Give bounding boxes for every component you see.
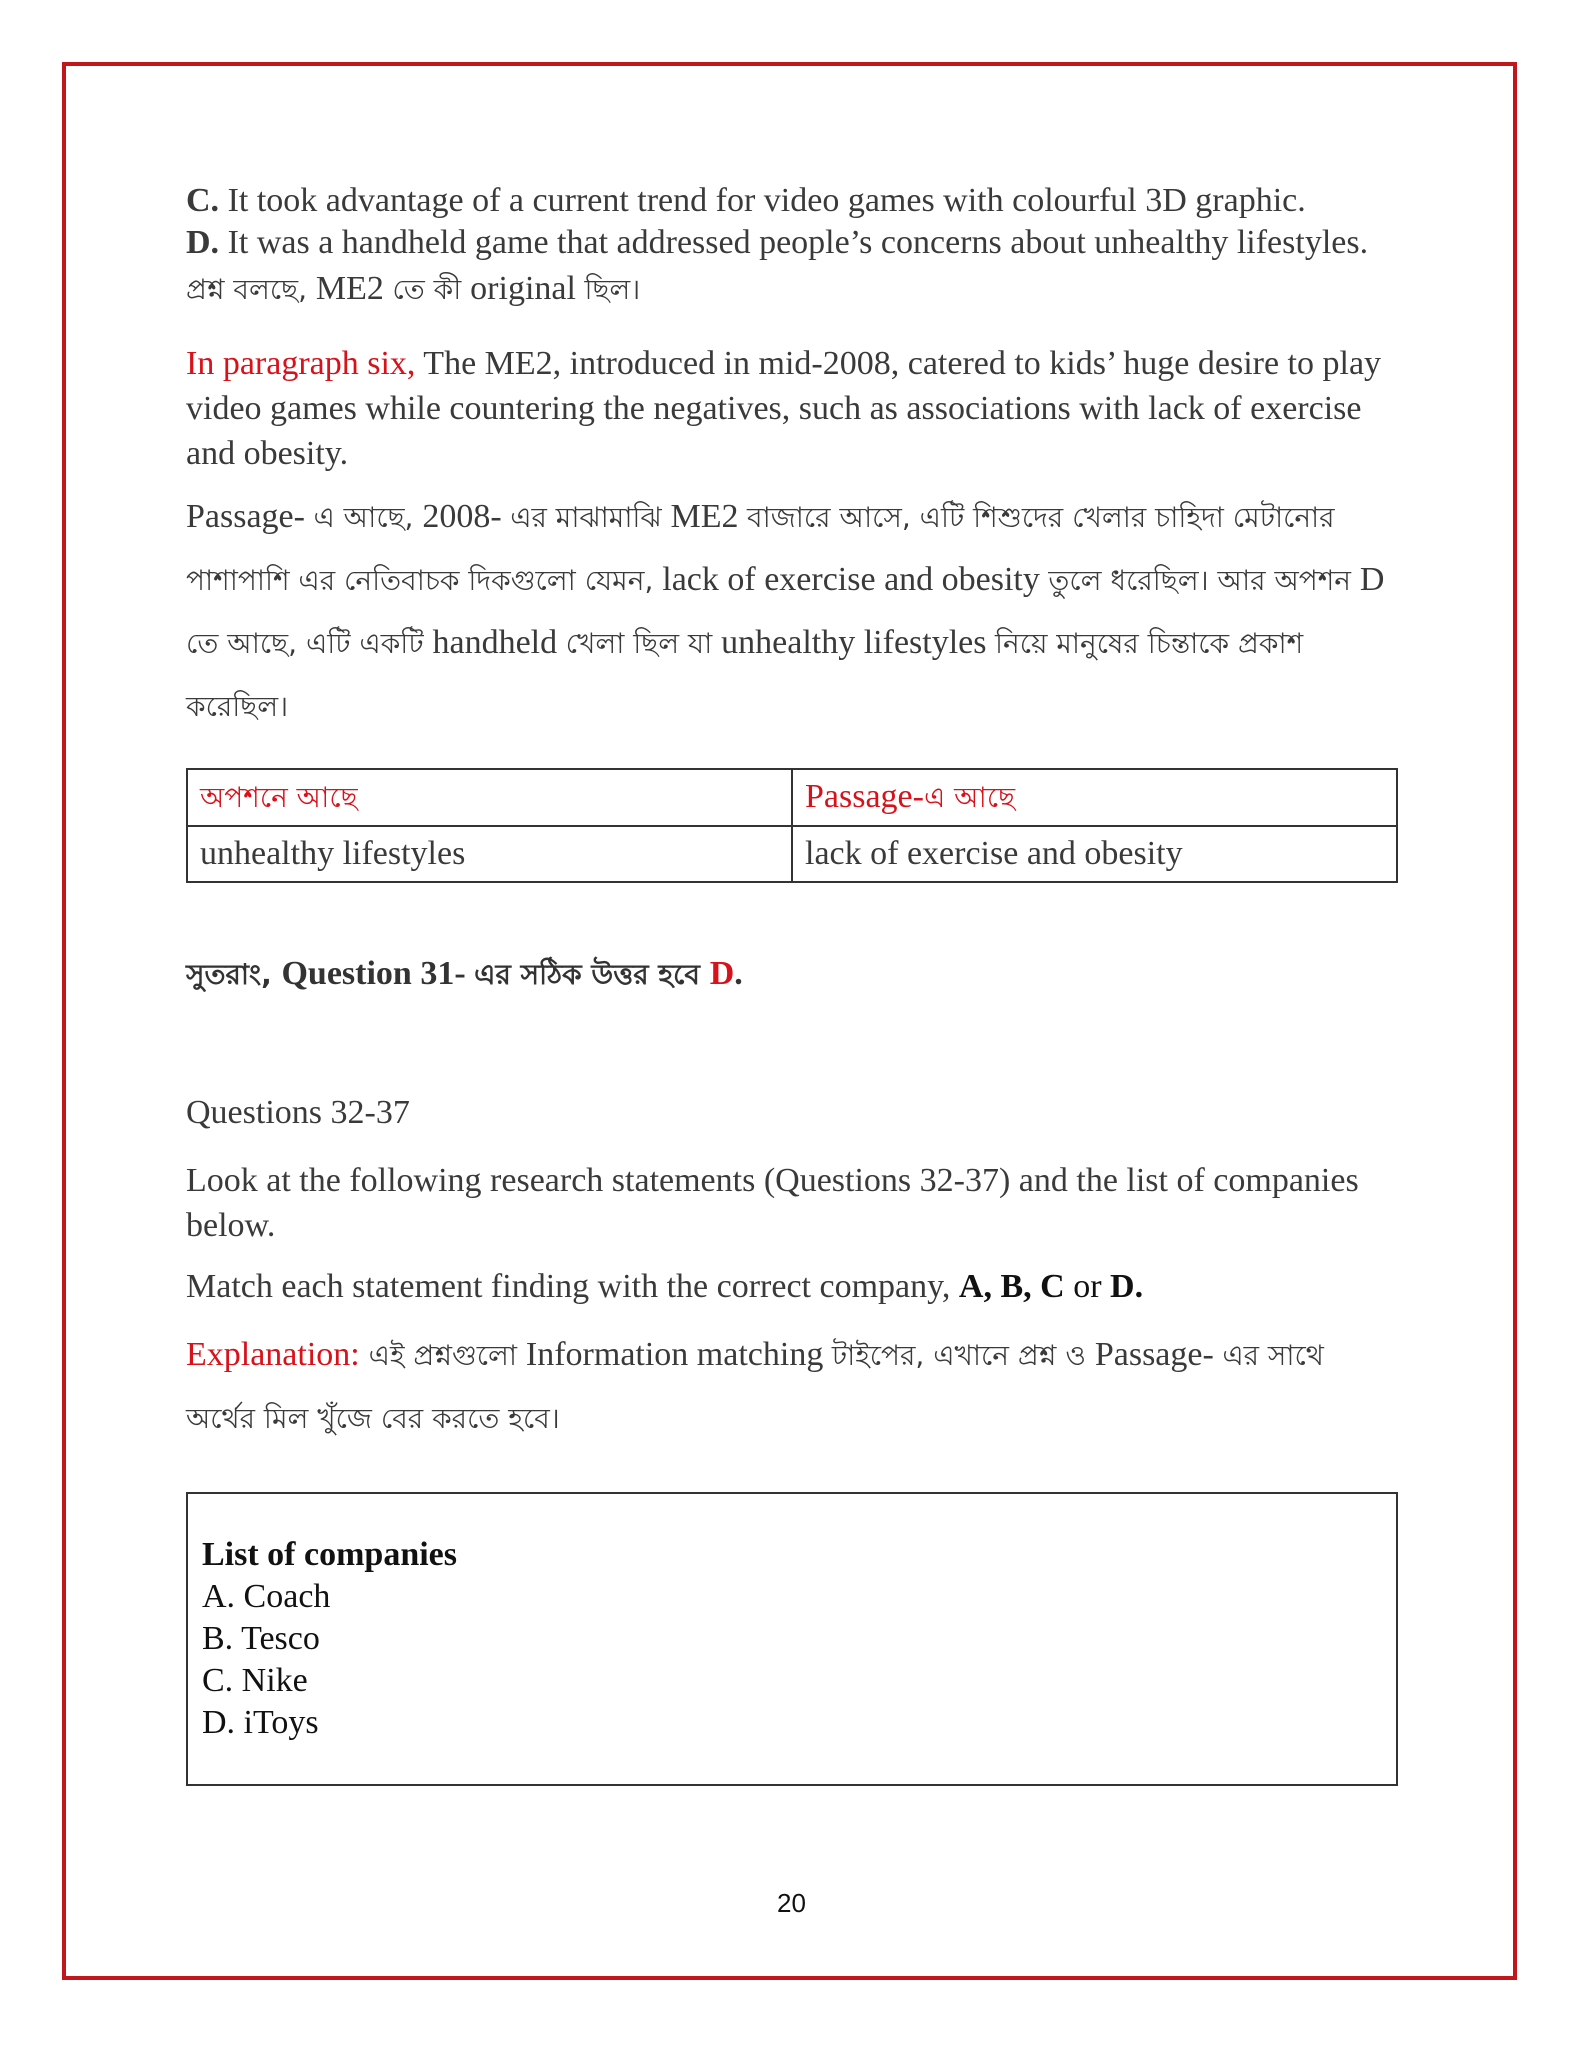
comparison-header-option-text: অপশনে আছে <box>200 781 358 814</box>
comparison-table-header-row <box>187 769 1397 826</box>
question-note-bn2: তে কী <box>392 273 471 306</box>
passage-explanation <box>186 486 1398 738</box>
page-content <box>186 180 1398 1786</box>
explanation <box>186 1324 1398 1450</box>
paragraph-six-text: The ME2, introduced in mid-2008, catered to kids’ huge desire to play video games while countering the negatives, such as associations with lack of exercise and obesity. <box>186 345 1382 472</box>
passage-explanation-s5: ME2 <box>670 498 748 535</box>
company-item-coach: A. Coach <box>202 1578 331 1615</box>
explanation-en1: Information matching <box>525 1336 832 1373</box>
comparison-cell-passage: lack of exercise and obesity <box>792 826 1397 882</box>
explanation-bn3: এর সাথে অর্থের মিল খুঁজে বের করতে হবে। <box>186 1339 1324 1435</box>
paragraph-six-label: In paragraph six, <box>186 345 416 382</box>
instruction-1: Look at the following research statements (Questions 32-37) and the list of companies below. <box>186 1162 1359 1244</box>
passage-explanation-s2: এ আছে, <box>313 501 423 534</box>
passage-explanation-s1: Passage- <box>186 498 314 535</box>
option-c <box>186 180 1398 222</box>
question-note-bn3: ছিল। <box>584 273 641 306</box>
comparison-header-passage <box>792 769 1397 826</box>
answer-line <box>186 953 1398 996</box>
comparison-table-row <box>187 826 1397 882</box>
companies-box <box>186 1492 1398 1786</box>
explanation-bn1: এই প্রশ্নগুলো <box>359 1339 526 1372</box>
option-d <box>186 222 1398 264</box>
instruction-2 <box>186 1266 1398 1308</box>
explanation-bn2: টাইপের, এখানে প্রশ্ন ও <box>831 1339 1095 1372</box>
answer-bn2: এর সঠিক উত্তর হবে <box>474 958 710 991</box>
passage-explanation-s3: 2008- <box>422 498 511 535</box>
option-c-text: It took advantage of a current trend for video games with colourful 3D graphic. <box>219 182 1306 219</box>
passage-explanation-s7: lack of exercise and obesity <box>662 561 1049 598</box>
passage-explanation-s10: তে আছে, এটি একটি <box>186 627 433 660</box>
company-item-nike: C. Nike <box>202 1662 308 1699</box>
question-note-en1: ME2 <box>315 270 393 307</box>
answer-dot: . <box>734 955 743 992</box>
instruction-2-abc: A, B, C <box>958 1268 1065 1305</box>
page-number: 20 <box>777 1888 806 1918</box>
paragraph-six <box>186 341 1398 476</box>
comparison-header-option <box>187 769 792 826</box>
instruction-2-text: Match each statement finding with the correct company, <box>186 1268 959 1305</box>
passage-explanation-s9: D <box>1359 561 1385 598</box>
option-c-letter: C. <box>186 182 220 219</box>
comparison-cell-option: unhealthy lifestyles <box>187 826 792 882</box>
question-note-bn1: প্রশ্ন বলছে, <box>186 273 316 306</box>
instruction-2-or: or <box>1064 1268 1111 1305</box>
companies-title: List of companies <box>202 1536 457 1573</box>
company-item-itoys: D. iToys <box>202 1704 319 1741</box>
question-note-en2: original <box>470 270 585 307</box>
passage-explanation-s14: নিয়ে মানুষের চিন্তাকে প্রকাশ করেছিল। <box>186 627 1304 723</box>
answer-letter: D <box>709 955 735 992</box>
question-note <box>186 268 1398 311</box>
explanation-label: Explanation: <box>186 1336 360 1373</box>
comparison-header-passage-en: Passage- <box>805 778 924 815</box>
company-item-tesco: B. Tesco <box>202 1620 320 1657</box>
passage-explanation-s8: তুলে ধরেছিল। আর অপশন <box>1048 564 1360 597</box>
passage-explanation-s12: খেলা ছিল যা <box>565 627 722 660</box>
option-d-letter: D. <box>186 224 220 261</box>
explanation-en2: Passage- <box>1094 1336 1223 1373</box>
comparison-header-passage-bn: এ আছে <box>923 781 1016 814</box>
comparison-table <box>186 768 1398 883</box>
questions-heading: Questions 32-37 <box>186 1094 410 1131</box>
passage-explanation-s13: unhealthy lifestyles <box>721 624 995 661</box>
answer-en1: Question 31- <box>281 955 475 992</box>
option-d-text: It was a handheld game that addressed people’s concerns about unhealthy lifestyles. <box>219 224 1369 261</box>
answer-bn1: সুতরাং, <box>186 958 282 991</box>
passage-explanation-s4: এর মাঝামাঝি <box>510 501 671 534</box>
passage-explanation-s6: বাজারে আসে, এটি শিশুদের খেলার চাহিদা মেটানোর পাশাপাশি এর নেতিবাচক দিকগুলো যেমন, <box>186 501 1335 597</box>
instruction-2-d: D. <box>1110 1268 1144 1305</box>
passage-explanation-s11: handheld <box>432 624 566 661</box>
